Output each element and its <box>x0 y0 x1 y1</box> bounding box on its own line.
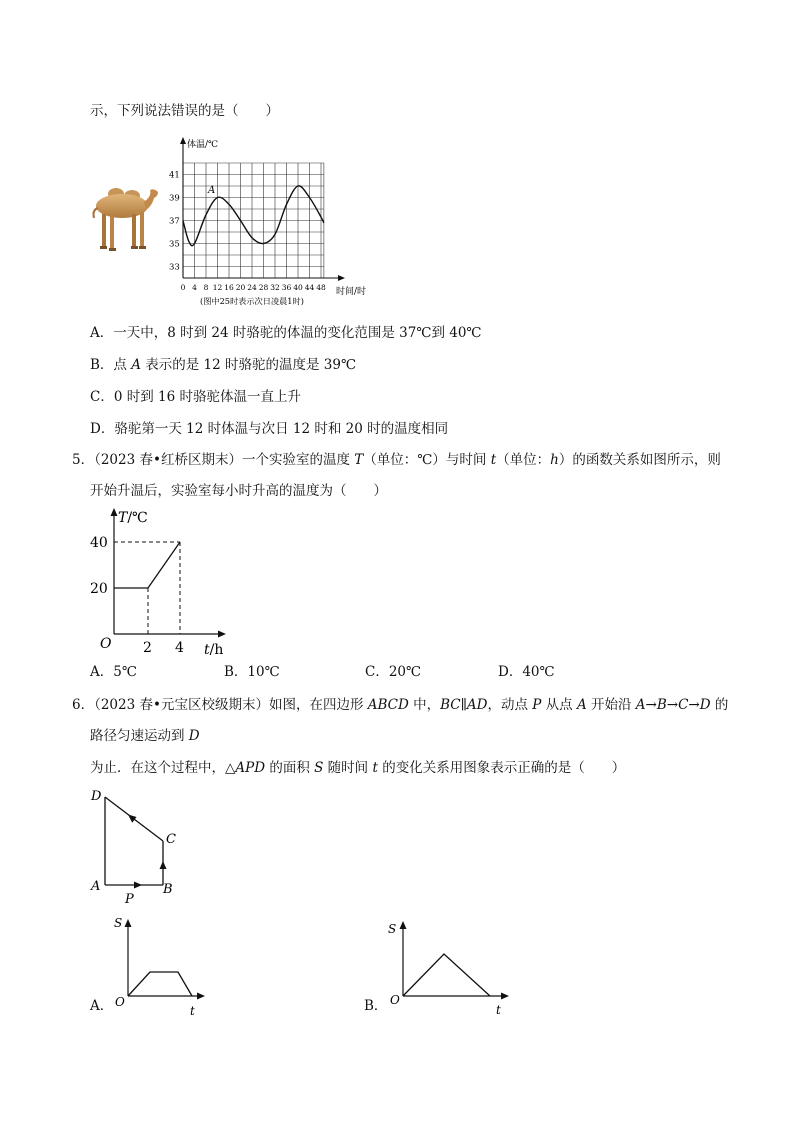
text: 为止．在这个过程中， <box>90 760 225 776</box>
x-tick-label: 36 <box>281 283 292 292</box>
arrow-bc <box>160 861 167 869</box>
s-label: S <box>114 916 123 930</box>
quadrilateral-figure <box>86 786 196 906</box>
text: （单位： <box>496 452 551 468</box>
svg-text:T/℃: T/℃ <box>118 510 148 526</box>
x-axis-arrow <box>338 275 345 281</box>
q5-line-2: 开始升温后，实验室每小时升高的温度为（ ） <box>90 483 387 499</box>
x-tick-4: 4 <box>175 640 184 656</box>
var: D <box>188 728 200 744</box>
option-letter: B． <box>90 357 114 373</box>
y-tick-label: 37 <box>169 216 180 227</box>
var: t <box>490 452 497 468</box>
option-text: 5℃ <box>113 664 137 680</box>
text: 中， <box>408 697 441 713</box>
y-axis-arrow <box>111 508 118 516</box>
q6-line-3 <box>90 759 625 777</box>
q4-option-a[interactable] <box>90 324 482 342</box>
text: 路径匀速运动到 <box>90 728 189 744</box>
question-number: 6． <box>72 697 95 713</box>
text: 一个实验室的温度 <box>241 452 355 468</box>
point-p: P <box>125 892 134 907</box>
option-text: 骆驼第一天 12 时体温与次日 12 时和 20 时的温度相同 <box>114 421 449 437</box>
area-curve <box>128 972 192 996</box>
text: 的面积 <box>265 760 315 776</box>
x-tick-label: 32 <box>270 283 280 292</box>
option-var: A <box>131 357 141 373</box>
vertex-c: C <box>166 832 176 847</box>
x-tick-label: 28 <box>258 283 269 292</box>
option-letter: D． <box>90 421 115 437</box>
vertex-a: A <box>91 879 101 894</box>
option-text: 20℃ <box>388 664 422 680</box>
text: 随时间 <box>323 760 373 776</box>
text: ，动点 <box>487 697 533 713</box>
q6-option-a-letter[interactable]: A． <box>90 998 114 1014</box>
x-tick-label: 44 <box>304 283 315 292</box>
y-tick-labels <box>169 171 180 273</box>
q6-line-2 <box>90 727 200 745</box>
x-tick-label: 24 <box>247 283 257 292</box>
option-text: 40℃ <box>522 664 555 680</box>
option-text: 10℃ <box>247 664 280 680</box>
var: ABCD <box>367 697 409 713</box>
q5-option-a[interactable] <box>90 663 137 681</box>
var: △APD <box>225 760 266 776</box>
option-letter: D． <box>498 664 523 680</box>
x-tick-label: 4 <box>192 283 197 292</box>
origin-label: O <box>115 995 125 1009</box>
option-letter: C． <box>365 664 389 680</box>
temperature-curve <box>183 186 324 246</box>
origin-label: O <box>390 993 400 1007</box>
vertex-d: D <box>91 789 102 804</box>
text: 的变化关系用图象表示正确的是（ ） <box>377 760 626 776</box>
text: 如图，在四边形 <box>268 697 368 713</box>
x-tick-label: 0 <box>180 283 186 292</box>
var: t <box>372 760 378 776</box>
option-text-pre: 点 <box>113 357 132 373</box>
question-source: （2023 春•红桥区期末） <box>94 452 242 468</box>
q4-option-b[interactable] <box>90 356 356 374</box>
body-temperature-chart <box>160 134 380 310</box>
temperature-time-graph <box>86 506 246 656</box>
var: P <box>532 697 542 713</box>
y-axis-label: 体温/℃ <box>187 140 219 150</box>
q5-option-b[interactable] <box>224 663 280 681</box>
x-tick-label: 20 <box>235 283 246 292</box>
option-a-graph[interactable] <box>110 910 220 1020</box>
var: S <box>314 760 324 776</box>
x-tick-label: 8 <box>203 283 209 292</box>
q4-option-c[interactable] <box>90 388 301 406</box>
t-label: t <box>190 1004 195 1018</box>
x-axis-label: 时间/时 <box>336 287 367 297</box>
text: 从点 <box>541 697 577 713</box>
option-letter: A． <box>90 325 114 341</box>
y-tick-20: 20 <box>90 581 108 597</box>
q4-stem-tail: 示，下列说法错误的是（ ） <box>90 103 279 119</box>
q5-line-1 <box>72 451 721 469</box>
option-letter: B． <box>224 664 248 680</box>
chart-note: (图中25时表示次日凌晨1时) <box>200 296 304 306</box>
point-a-label: A <box>208 185 216 196</box>
temperature-line <box>114 542 180 588</box>
option-b-graph[interactable] <box>384 918 519 1018</box>
x-tick-label: 48 <box>316 283 326 292</box>
var: BC∥AD <box>440 697 488 713</box>
q6-option-b-letter[interactable]: B． <box>364 998 388 1014</box>
question-number: 5． <box>72 452 95 468</box>
y-tick-label: 41 <box>169 170 180 181</box>
y-tick-label: 39 <box>169 193 180 204</box>
option-letter: A． <box>90 664 114 680</box>
var: A <box>576 697 587 713</box>
camel-illustration <box>86 186 160 252</box>
area-curve <box>403 954 490 996</box>
svg-text:t/h: t/h <box>204 642 224 658</box>
q4-option-d[interactable] <box>90 420 448 438</box>
vertex-b: B <box>163 882 173 897</box>
origin-label: O <box>100 636 112 652</box>
y-tick-label: 33 <box>169 262 180 273</box>
var: A→B→C→D <box>635 697 711 713</box>
x-tick-label: 16 <box>224 283 234 292</box>
y-axis-arrow <box>180 137 186 144</box>
y-tick-label: 35 <box>169 239 180 250</box>
s-label: S <box>388 922 397 936</box>
question-source: （2023 春•元宝区校级期末） <box>94 697 269 713</box>
t-label: t <box>496 1003 501 1017</box>
x-tick-labels <box>181 283 326 292</box>
text: （单位：℃）与时间 <box>363 452 491 468</box>
text: 开始沿 <box>586 697 636 713</box>
text: 的 <box>710 697 729 713</box>
var: h <box>550 452 559 468</box>
var: T <box>354 452 364 468</box>
x-tick-label: 40 <box>293 283 303 292</box>
text: ）的函数关系如图所示，则 <box>558 452 721 468</box>
x-tick-2: 2 <box>143 640 152 656</box>
q6-line-1 <box>72 696 728 714</box>
option-text-post: 表示的是 12 时骆驼的温度是 39℃ <box>140 357 357 373</box>
option-letter: C． <box>90 389 114 405</box>
x-axis-arrow <box>218 631 226 638</box>
option-text: 0 时到 16 时骆驼体温一直上升 <box>113 389 301 405</box>
x-tick-label: 12 <box>212 283 223 292</box>
y-tick-40: 40 <box>90 535 108 551</box>
q5-option-c[interactable] <box>365 663 421 681</box>
arrow-ab <box>134 882 142 889</box>
option-text: 一天中，8 时到 24 时骆驼的体温的变化范围是 37℃到 40℃ <box>113 325 482 341</box>
arrow-cd <box>128 815 137 823</box>
q5-option-d[interactable] <box>498 663 555 681</box>
